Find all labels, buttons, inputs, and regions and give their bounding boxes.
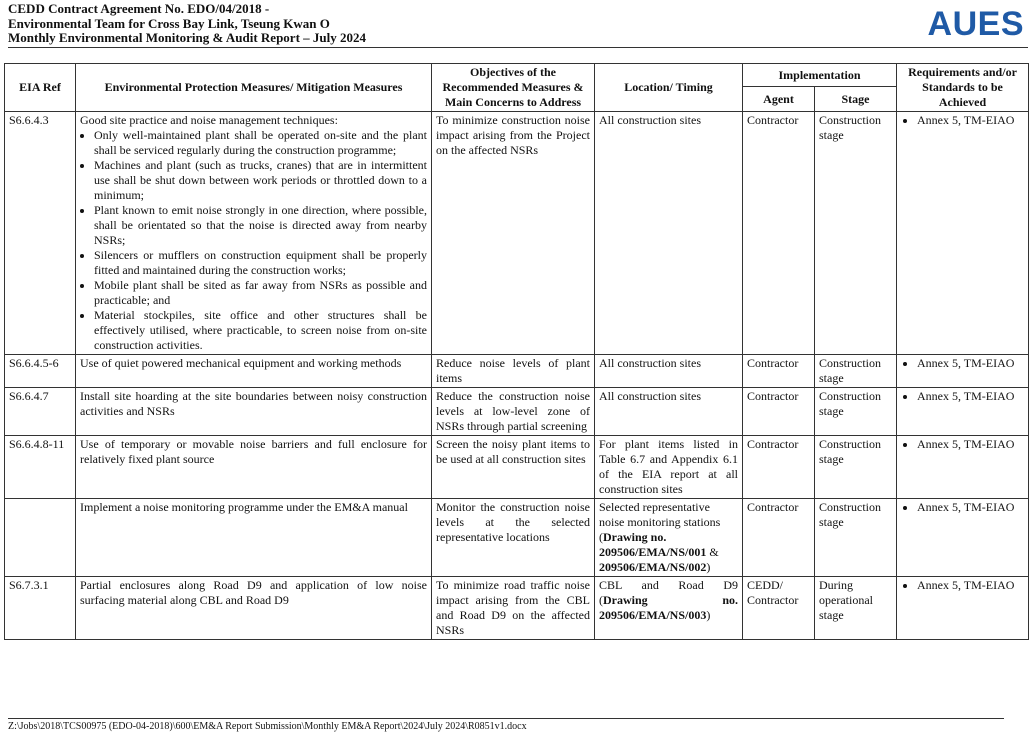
report-header xyxy=(8,2,1028,48)
col-header-implementation: Implementation xyxy=(743,64,897,87)
drawing-ref: Drawing no. 209506/EMA/NS/003 xyxy=(599,593,738,622)
footer-divider xyxy=(8,718,1004,719)
cell-eia-ref: S6.7.3.1 xyxy=(5,577,76,640)
table-row xyxy=(5,112,1029,355)
footer-file-path: Z:\Jobs\2018\TCS00975 (EDO-04-2018)\600\EM&A Report Submission\Monthly EM&A Report\2024\July 2024\R0851v1.docx xyxy=(8,721,527,732)
header-line-team: Environmental Team for Cross Bay Link, Tseung Kwan O xyxy=(8,15,330,31)
cell-location: All construction sites xyxy=(595,388,743,436)
cell-location: All construction sites xyxy=(595,112,743,355)
cell-standard xyxy=(897,112,1029,355)
list-item: • Plant known to emit noise strongly in one direction, where possible, shall be orientated so that the noise is directed away from nearby NSRs; xyxy=(94,203,427,248)
cell-eia-ref: S6.6.4.5-6 xyxy=(5,355,76,388)
cell-stage: Construction stage xyxy=(815,355,897,388)
list-item: • Material stockpiles, site office and other structures shall be effectively utilised, where practicable, to screen noise from on-site construction activities. xyxy=(94,308,427,353)
cell-eia-ref: S6.6.4.8-11 xyxy=(5,436,76,499)
standard-item: • Annex 5, TM-EIAO xyxy=(917,113,1024,128)
cell-objective: Monitor the construction noise levels at the selected representative locations xyxy=(432,499,595,577)
cell-standard xyxy=(897,499,1029,577)
table-header-row xyxy=(5,64,1029,87)
header-divider xyxy=(8,47,1028,48)
standard-item: • Annex 5, TM-EIAO xyxy=(917,578,1024,593)
table-row xyxy=(5,388,1029,436)
standard-item: • Annex 5, TM-EIAO xyxy=(917,500,1024,515)
col-header-measures: Environmental Protection Measures/ Mitigation Measures xyxy=(76,64,432,112)
cell-measures: Partial enclosures along Road D9 and application of low noise surfacing material along CBL and Road D9 xyxy=(76,577,432,640)
list-item: • Only well-maintained plant shall be operated on-site and the plant shall be serviced regularly during the construction programme; xyxy=(94,128,427,158)
cell-agent: Contractor xyxy=(743,436,815,499)
location-text: & xyxy=(706,545,719,559)
location-text: ) xyxy=(706,560,711,574)
cell-agent: Contractor xyxy=(743,112,815,355)
cell-eia-ref: S6.6.4.7 xyxy=(5,388,76,436)
cell-agent: Contractor xyxy=(743,355,815,388)
mitigation-measures-table xyxy=(4,63,1029,640)
cell-measures: Implement a noise monitoring programme under the EM&A manual xyxy=(76,499,432,577)
measure-bullet-list xyxy=(80,128,427,353)
cell-objective: Screen the noisy plant items to be used at all construction sites xyxy=(432,436,595,499)
location-text: CBL and Road D9 ( xyxy=(599,578,738,607)
cell-measures: Use of temporary or movable noise barriers and full enclosure for relatively fixed plant source xyxy=(76,436,432,499)
aues-logo: AUES xyxy=(927,5,1024,43)
cell-location: All construction sites xyxy=(595,355,743,388)
list-item: • Mobile plant shall be sited as far away from NSRs as possible and practicable; and xyxy=(94,278,427,308)
table-row xyxy=(5,577,1029,640)
cell-measures: Install site hoarding at the site boundaries between noisy construction activities and NSRs xyxy=(76,388,432,436)
cell-objective: Reduce noise levels of plant items xyxy=(432,355,595,388)
cell-agent: Contractor xyxy=(743,388,815,436)
cell-location: For plant items listed in Table 6.7 and Appendix 6.1 of the EIA report at all construction sites xyxy=(595,436,743,499)
cell-objective: To minimize road traffic noise impact arising from the CBL and Road D9 on the affected NSRs xyxy=(432,577,595,640)
cell-standard xyxy=(897,436,1029,499)
cell-measures xyxy=(76,112,432,355)
cell-eia-ref: S6.6.4.3 xyxy=(5,112,76,355)
cell-location xyxy=(595,499,743,577)
drawing-ref: Drawing no. 209506/EMA/NS/001 xyxy=(599,530,707,559)
cell-standard xyxy=(897,577,1029,640)
header-line-contract: CEDD Contract Agreement No. EDO/04/2018 - xyxy=(8,1,270,16)
cell-eia-ref xyxy=(5,499,76,577)
col-header-stage: Stage xyxy=(815,87,897,112)
cell-stage: Construction stage xyxy=(815,112,897,355)
cell-standard xyxy=(897,355,1029,388)
list-item: • Silencers or mufflers on construction equipment shall be properly fitted and maintained during the construction works; xyxy=(94,248,427,278)
header-title-block xyxy=(8,2,366,46)
table-row xyxy=(5,499,1029,577)
cell-stage: Construction stage xyxy=(815,499,897,577)
location-text: ) xyxy=(706,608,711,622)
cell-stage: During operational stage xyxy=(815,577,897,640)
table-row xyxy=(5,436,1029,499)
col-header-eia-ref: EIA Ref xyxy=(5,64,76,112)
measure-intro: Good site practice and noise management techniques: xyxy=(80,113,338,127)
standard-item: • Annex 5, TM-EIAO xyxy=(917,389,1024,404)
cell-objective: To minimize construction noise impact arising from the Project on the affected NSRs xyxy=(432,112,595,355)
standard-item: • Annex 5, TM-EIAO xyxy=(917,356,1024,371)
cell-agent: Contractor xyxy=(743,499,815,577)
list-item: • Machines and plant (such as trucks, cranes) that are in intermittent use shall be shut down between work periods or throttled down to a minimum; xyxy=(94,158,427,203)
drawing-ref: 209506/EMA/NS/002 xyxy=(599,560,707,574)
table-row xyxy=(5,355,1029,388)
cell-location xyxy=(595,577,743,640)
cell-agent: CEDD/ Contractor xyxy=(743,577,815,640)
standard-item: • Annex 5, TM-EIAO xyxy=(917,437,1024,452)
cell-standard xyxy=(897,388,1029,436)
location-text: Selected representative noise monitoring stations ( xyxy=(599,500,721,544)
cell-objective: Reduce the construction noise levels at low-level zone of NSRs through partial screening xyxy=(432,388,595,436)
col-header-agent: Agent xyxy=(743,87,815,112)
col-header-requirements: Requirements and/or Standards to be Achieved xyxy=(897,64,1029,112)
cell-measures: Use of quiet powered mechanical equipment and working methods xyxy=(76,355,432,388)
cell-stage: Construction stage xyxy=(815,436,897,499)
cell-stage: Construction stage xyxy=(815,388,897,436)
col-header-location: Location/ Timing xyxy=(595,64,743,112)
col-header-objectives: Objectives of the Recommended Measures & Main Concerns to Address xyxy=(432,64,595,112)
header-line-report: Monthly Environmental Monitoring & Audit Report – July 2024 xyxy=(8,30,367,45)
